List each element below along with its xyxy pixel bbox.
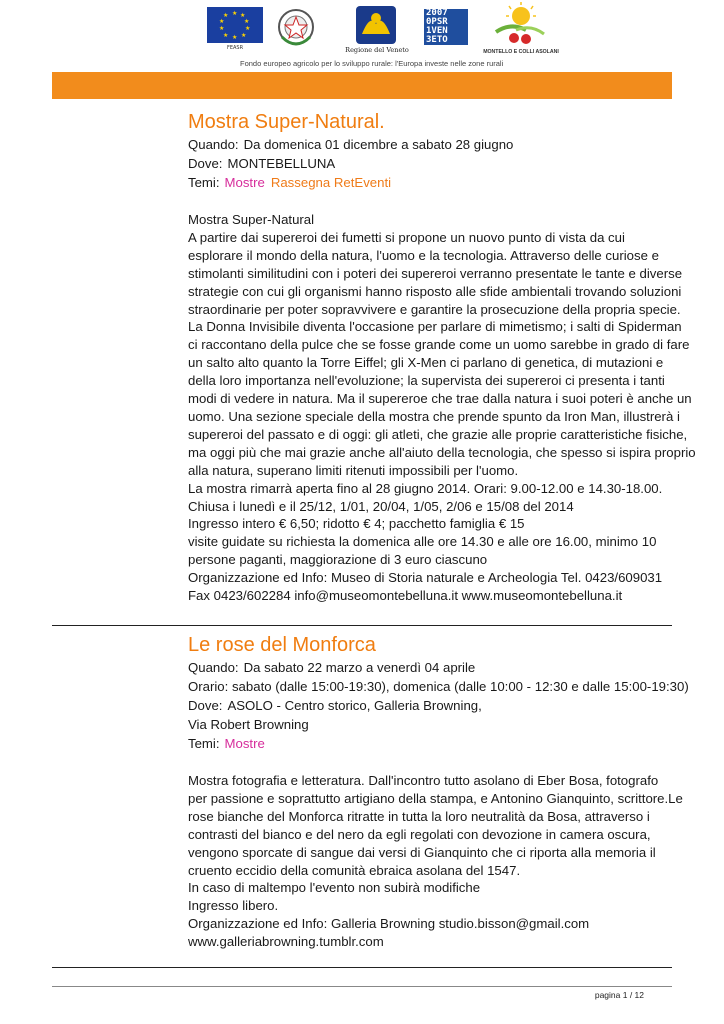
when-value: Da sabato 22 marzo a venerdì 04 aprile bbox=[243, 660, 476, 675]
psr-line-3: 1VEN bbox=[424, 27, 468, 36]
description-line: strategie con cui gli organismi hanno risposto alle sfide ambientali trovando soluzioni bbox=[188, 283, 682, 299]
description-line: A partire dai supereroi dei fumetti si propone un nuovo punto di vista da cui bbox=[188, 229, 625, 245]
description-line: Chiusa i lunedì e il 25/12, 1/01, 20/04, 1/05, 2/06 e 15/08 del 2014 bbox=[188, 498, 574, 514]
event-divider bbox=[52, 967, 672, 968]
eu-flag-logo bbox=[207, 7, 263, 51]
event-where bbox=[188, 696, 708, 715]
svg-text:★: ★ bbox=[241, 32, 247, 39]
event-when bbox=[188, 658, 708, 677]
when-label: Quando: bbox=[188, 137, 239, 152]
description-line: La Donna Invisibile diventa l'occasione per parlare di mimetismo; i salti di Spiderman bbox=[188, 319, 682, 335]
montello-label: MONTELLO E COLLI ASOLANI bbox=[483, 49, 559, 55]
description-line: per passione e soprattutto artigiano della stampa, e Antonino Gianquinto, scrittore.Le bbox=[188, 790, 683, 806]
regione-veneto-label: Regione del Veneto bbox=[345, 46, 409, 54]
psr-line-2: 0PSR bbox=[424, 18, 468, 27]
svg-text:★: ★ bbox=[240, 12, 246, 19]
event-le-rose-del-monforca bbox=[188, 633, 708, 951]
description-line: Ingresso libero. bbox=[188, 898, 279, 914]
description-line: della loro importanza nell'evoluzione; la supervista dei supereroi ci presenta i tanti bbox=[188, 373, 665, 389]
svg-text:★: ★ bbox=[245, 25, 251, 32]
feasr-label: FEASR bbox=[226, 45, 244, 51]
description-line: cruento eccidio della comunità ebraica asolana del 1547. bbox=[188, 862, 521, 878]
description-line: In caso di maltempo l'evento non subirà modifiche bbox=[188, 880, 481, 896]
description-line: modi di vedere in natura. Ma il supereroe che trae dalla natura i suoi poteri è anche un bbox=[188, 391, 692, 407]
italian-emblem-logo bbox=[276, 5, 316, 51]
psr-line-4: 3ETO bbox=[424, 36, 468, 45]
description-line: visite guidate su richiesta la domenica alle ore 14.30 e alle ore 16.00, minimo 10 bbox=[188, 534, 657, 550]
svg-text:★: ★ bbox=[223, 12, 229, 19]
event-themes bbox=[188, 173, 708, 192]
footer-divider bbox=[52, 986, 672, 987]
event-title: Le rose del Monforca bbox=[188, 634, 376, 656]
montello-colli-asolani-logo bbox=[486, 2, 556, 50]
theme-tag-rassegna-reteventi[interactable]: Rassegna RetEventi bbox=[270, 175, 392, 190]
event-where bbox=[188, 154, 708, 173]
description-line: ma oggi più che mai grazie anche all'aiuto della tecnologia, che spesso si ispira proprio bbox=[188, 444, 696, 460]
description-line: vengono sporcate di sangue dai versi di Gianquinto che ci riporta alla memoria il bbox=[188, 844, 656, 860]
event-schedule: Orario: sabato (dalle 15:00-19:30), domenica (dalle 10:00 - 12:30 e dalle 15:00-19:30) bbox=[188, 679, 689, 694]
event-description bbox=[188, 211, 708, 605]
description-line: rose bianche del Monforca ritratte in tutta la loro neutralità da Bosa, attraverso i bbox=[188, 808, 650, 824]
page-number: pagina 1 / 12 bbox=[594, 990, 644, 1000]
description-line: Mostra fotografia e letteratura. Dall'incontro tutto asolano di Eber Bosa, fotografo bbox=[188, 773, 659, 788]
description-line: Organizzazione ed Info: Museo di Storia naturale e Archeologia Tel. 0423/609031 bbox=[188, 570, 663, 586]
description-line: Organizzazione ed Info: Galleria Browning studio.bisson@gmail.com bbox=[188, 916, 590, 932]
where-label: Dove: bbox=[188, 156, 223, 171]
psr-veneto-logo bbox=[424, 9, 468, 45]
funding-statement: Fondo europeo agricolo per lo sviluppo rurale: l'Europa investe nelle zone rurali bbox=[240, 59, 504, 68]
themes-label: Temi: bbox=[188, 736, 220, 751]
svg-text:★: ★ bbox=[232, 34, 238, 41]
event-mostra-super-natural bbox=[188, 110, 708, 605]
description-line: stimolanti similitudini con i poteri dei supereroi verranno presentate le tante e diverse bbox=[188, 265, 683, 281]
header-logos bbox=[0, 2, 724, 72]
description-line: Mostra Super-Natural bbox=[188, 212, 315, 227]
description-line: La mostra rimarrà aperta fino al 28 giugno 2014. Orari: 9.00-12.00 e 14.30-18.00. bbox=[188, 480, 663, 496]
description-line: un salto alto quanto la Torre Eiffel; gli X-Men ci parlano di genetica, di mutazioni e bbox=[188, 355, 664, 371]
themes-label: Temi: bbox=[188, 175, 220, 190]
svg-text:★: ★ bbox=[219, 18, 225, 25]
event-description bbox=[188, 772, 708, 951]
event-themes bbox=[188, 734, 708, 753]
where-value: ASOLO - Centro storico, Galleria Browning, bbox=[227, 698, 482, 713]
when-value: Da domenica 01 dicembre a sabato 28 giugno bbox=[243, 137, 514, 152]
header-orange-bar bbox=[52, 72, 672, 99]
description-line: alla natura, superano limiti ritenuti impossibili per l'uomo. bbox=[188, 462, 519, 478]
description-line: supereroi del passato e di oggi: gli atleti, che grazie alle proprie caratteristiche fisiche, bbox=[188, 426, 688, 442]
event-when bbox=[188, 135, 708, 154]
event-divider bbox=[52, 625, 672, 626]
svg-text:★: ★ bbox=[223, 32, 229, 39]
description-line: contrasti del bianco e del nero da egli regolati con devozione in camera oscura, bbox=[188, 826, 651, 842]
svg-text:★: ★ bbox=[244, 18, 250, 25]
event-title: Mostra Super-Natural. bbox=[188, 111, 385, 133]
event-where-line-2: Via Robert Browning bbox=[188, 717, 309, 732]
description-line: Fax 0423/602284 info@museomontebelluna.it www.museomontebelluna.it bbox=[188, 588, 623, 604]
svg-text:★: ★ bbox=[219, 25, 225, 32]
where-label: Dove: bbox=[188, 698, 223, 713]
description-line: straordinarie per poter sopravvivere e garantire la prosecuzione della propria specie. bbox=[188, 301, 681, 317]
description-line: www.galleriabrowning.tumblr.com bbox=[188, 934, 384, 950]
where-value: MONTEBELLUNA bbox=[227, 156, 336, 171]
description-line: Ingresso intero € 6,50; ridotto € 4; pacchetto famiglia € 15 bbox=[188, 516, 525, 532]
theme-tag-mostre[interactable]: Mostre bbox=[224, 736, 265, 751]
when-label: Quando: bbox=[188, 660, 239, 675]
description-line: ci raccontano della pulce che se fosse grande come un uomo sarebbe in grado di fare bbox=[188, 337, 690, 353]
svg-text:★: ★ bbox=[232, 10, 238, 17]
psr-line-1: 2007 bbox=[424, 9, 468, 18]
description-line: persone paganti, maggiorazione di 3 euro ciascuno bbox=[188, 552, 488, 568]
description-line: esplorare il mondo della natura, l'uomo e la tecnologia. Attraverso delle curiose e bbox=[188, 247, 659, 263]
theme-tag-mostre[interactable]: Mostre bbox=[224, 175, 265, 190]
description-line: uomo. Una sezione speciale della mostra che prende spunto da Iron Man, illustrerà i bbox=[188, 408, 680, 424]
